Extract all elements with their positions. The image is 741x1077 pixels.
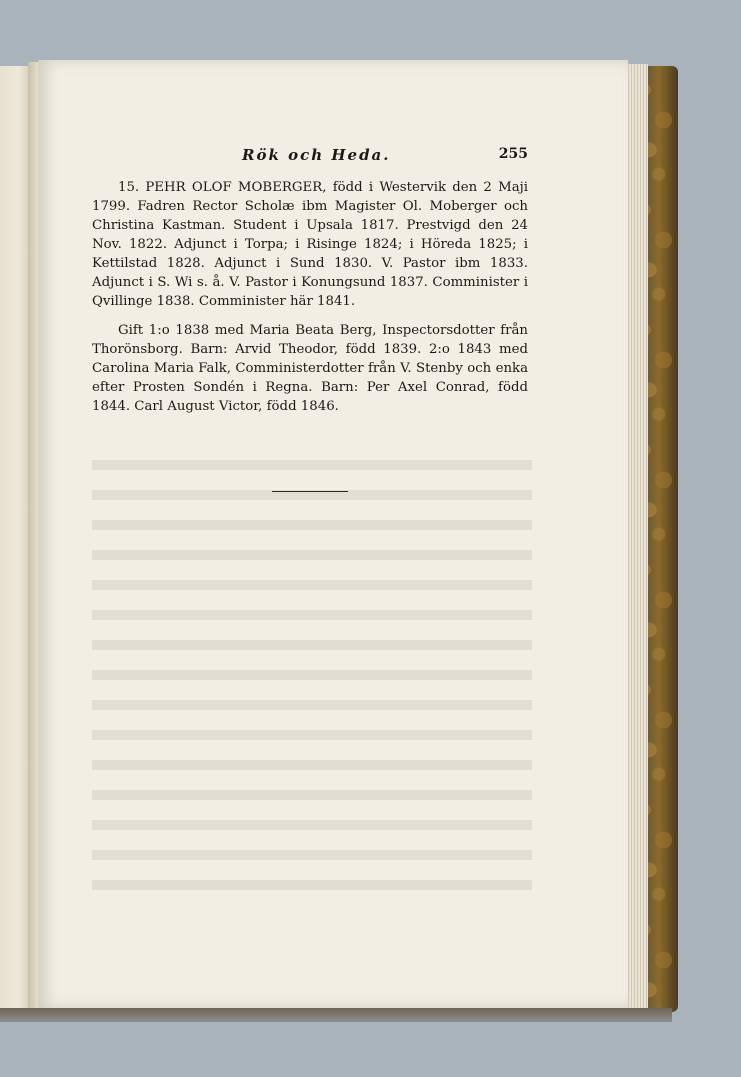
left-page-edge: [0, 66, 31, 1012]
bleed-through-text: [92, 452, 532, 902]
entry-family-paragraph: Gift 1:o 1838 med Maria Beata Berg, Inspectorsdotter från Thorönsborg. Barn: Arvid Theodor, född 1839. 2:o 1843 med Carolina Maria Falk, Comministerdotter från V. Stenby och enka efter Prosten Sondén i Regna. Barn: Per Axel Conrad, född 1844. Carl August Victor, född 1846.: [92, 323, 528, 414]
section-divider-rule: [272, 491, 348, 492]
running-title: Rök och Heda.: [242, 146, 391, 164]
page-number: 255: [498, 146, 528, 162]
book-bottom-shadow: [0, 1008, 672, 1022]
entry-biography-paragraph: 15. PEHR OLOF MOBERGER, född i Westervik den 2 Maji 1799. Fadren Rector Scholæ ibm Magister Ol. Moberger och Christina Kastman. Student i Upsala 1817. Prestvigd den 24 Nov. 1822. Adjunct i Torpa; i Risinge 1824; i Höreda 1825; i Kettilstad 1828. Adjunct i Sund 1830. V. Pastor ibm 1833. Adjunct i S. Wi s. å. V. Pastor i Konungsund 1837. Comminister i Qvillinge 1838. Comminister här 1841.: [92, 180, 528, 309]
page-header: [92, 146, 528, 170]
page-content: [92, 146, 528, 416]
